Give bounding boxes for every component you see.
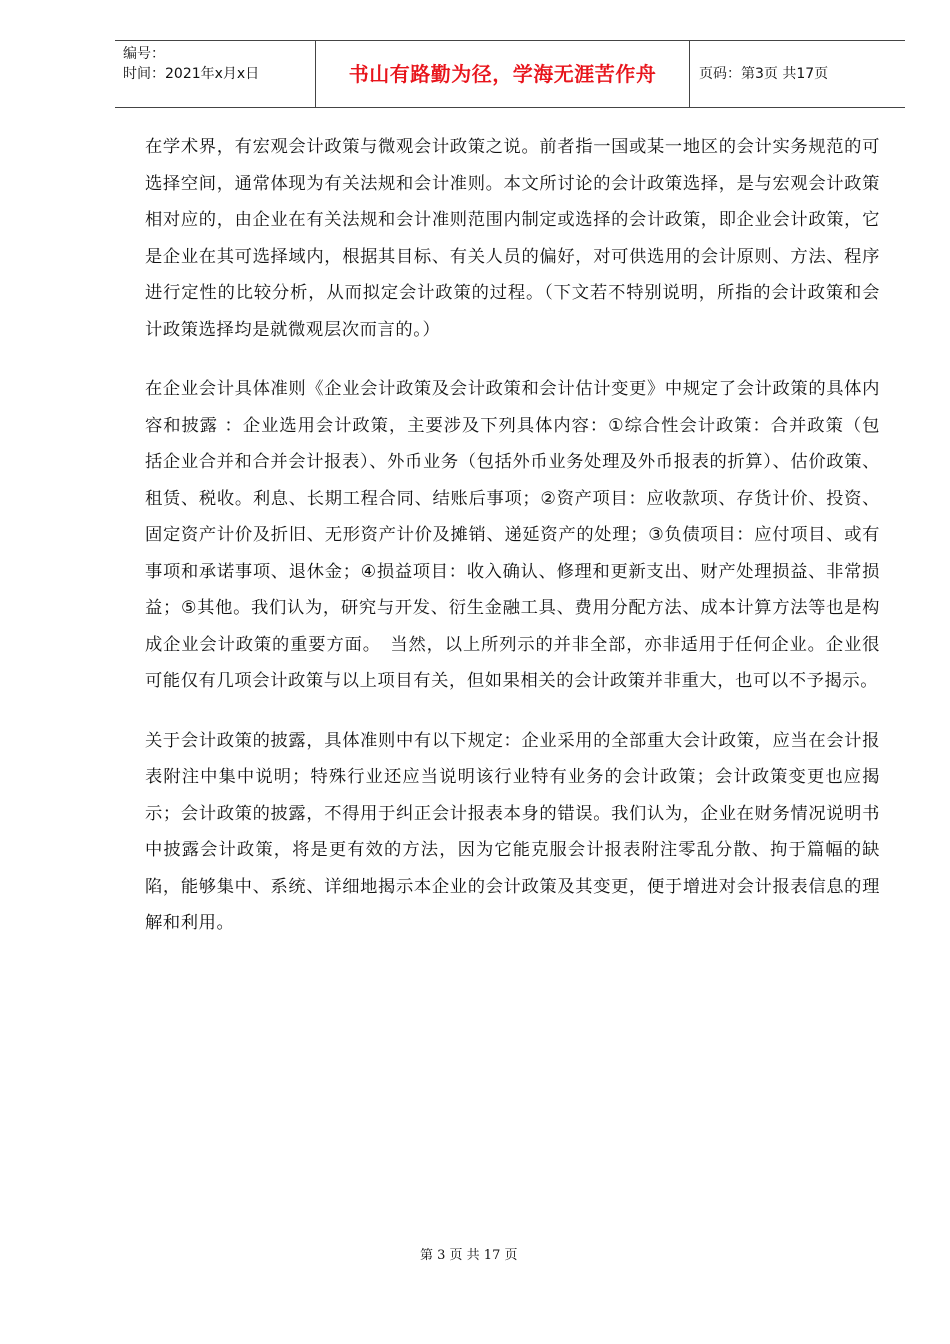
document-number-label: 编号： <box>123 46 165 62</box>
header-page-number: 页码：第3页 共17页 <box>699 66 829 82</box>
header-motto: 书山有路勤为径，学海无涯苦作舟 <box>348 62 657 86</box>
page-footer: 第 3 页 共 17 页 <box>420 1248 518 1263</box>
page-header <box>115 40 905 108</box>
header-meta <box>123 44 318 84</box>
header-divider <box>689 41 690 107</box>
document-body <box>145 129 880 942</box>
paragraph: 关于会计政策的披露，具体准则中有以下规定：企业采用的全部重大会计政策，应当在会计报表附注中集中说明；特殊行业还应当说明该行业特有业务的会计政策；会计政策变更也应揭示；会计政策的披露，不得用于纠正会计报表本身的错误。我们认为，企业在财务情况说明书中披露会计政策，将是更有效的方法，因为它能克服会计报表附注零乱分散、拘于篇幅的缺陷，能够集中、系统、详细地揭示本企业的会计政策及其变更，便于增进对会计报表信息的理解和利用。 <box>145 730 880 933</box>
paragraph: 在学术界，有宏观会计政策与微观会计政策之说。前者指一国或某一地区的会计实务规范的可选择空间，通常体现为有关法规和会计准则。本文所讨论的会计政策选择，是与宏观会计政策相对应的，由企业在有关法规和会计准则范围内制定或选择的会计政策，即企业会计政策，它是企业在其可选择域内，根据其目标、有关人员的偏好，对可供选用的会计原则、方法、程序进行定性的比较分析，从而拟定会计政策的过程。（下文若不特别说明，所指的会计政策和会计政策选择均是就微观层次而言的。） <box>145 137 880 340</box>
document-date-label: 时间：2021年x月x日 <box>123 66 260 82</box>
paragraph: 在企业会计具体准则《企业会计政策及会计政策和会计估计变更》中规定了会计政策的具体内容和披露 ：企业选用会计政策，主要涉及下列具体内容：①综合性会计政策：合并政策（包括企业合并和合并会计报表）、外币业务（包括外币业务处理及外币报表的折算）、估价政策、租赁、税收。利息、长期工程合同、结账后事项；②资产项目：应收款项、存货计价、投资、固定资产计价及折旧、无形资产计价及摊销、递延资产的处理；③负债项目：应付项目、或有事项和承诺事项、退休金；④损益项目：收入确认、修理和更新支出、财产处理损益、非常损益；⑤其他。我们认为，研究与开发、衍生金融工具、费用分配方法、成本计算方法等也是构成企业会计政策的重要方面。 当然，以上所列示的并非全部，亦非适用于任何企业。企业很可能仅有几项会计政策与以上项目有关，但如果相关的会计政策并非重大，也可以不予揭示。 <box>145 379 880 691</box>
